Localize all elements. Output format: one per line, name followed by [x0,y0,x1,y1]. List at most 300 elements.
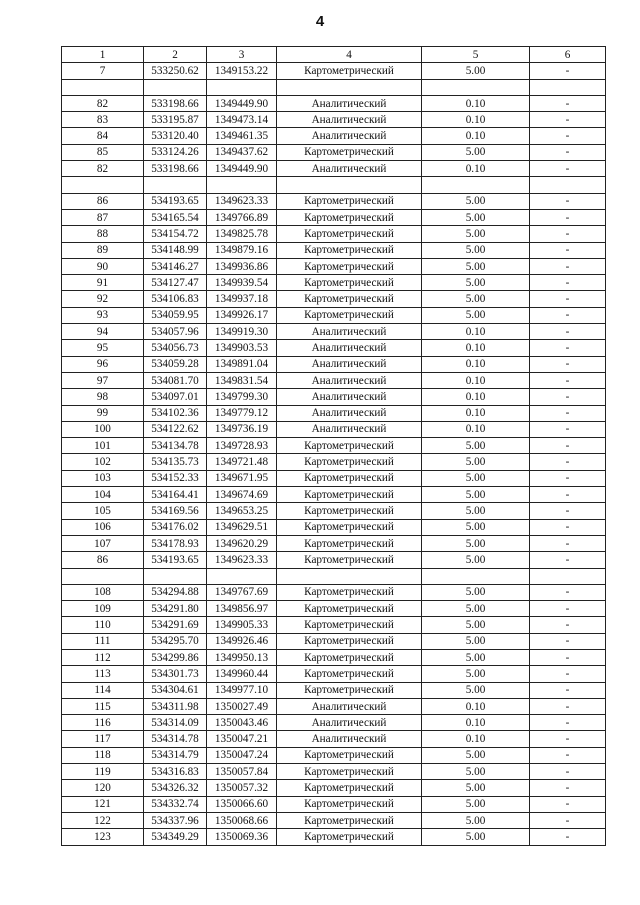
point-number-cell: 106 [62,519,144,535]
point-number-cell: 122 [62,812,144,828]
y-coordinate-cell: 1349623.33 [207,193,277,209]
method-cell: Аналитический [277,161,422,177]
table-row [62,698,606,714]
method-cell: Картометрический [277,307,422,323]
method-cell: Картометрический [277,666,422,682]
empty-cell [144,568,207,584]
note-cell: - [530,633,606,649]
x-coordinate-cell: 534178.93 [144,535,207,551]
note-cell: - [530,324,606,340]
point-number-cell: 88 [62,226,144,242]
note-cell: - [530,242,606,258]
y-coordinate-cell: 1349449.90 [207,95,277,111]
x-coordinate-cell: 533195.87 [144,112,207,128]
table-row [62,731,606,747]
point-number-cell: 84 [62,128,144,144]
x-coordinate-cell: 534301.73 [144,666,207,682]
table-row [62,584,606,600]
accuracy-cell: 0.10 [422,128,530,144]
table-row [62,438,606,454]
method-cell: Аналитический [277,128,422,144]
table-row [62,209,606,225]
x-coordinate-cell: 534148.99 [144,242,207,258]
method-cell: Картометрический [277,193,422,209]
y-coordinate-cell: 1349674.69 [207,487,277,503]
x-coordinate-cell: 534152.33 [144,470,207,486]
accuracy-cell: 0.10 [422,372,530,388]
note-cell: - [530,112,606,128]
table-row [62,519,606,535]
method-cell: Картометрический [277,601,422,617]
x-coordinate-cell: 534165.54 [144,209,207,225]
note-cell: - [530,356,606,372]
method-cell: Картометрический [277,258,422,274]
note-cell: - [530,812,606,828]
table-row [62,796,606,812]
x-coordinate-cell: 534134.78 [144,438,207,454]
y-coordinate-cell: 1349936.86 [207,258,277,274]
note-cell: - [530,829,606,845]
note-cell: - [530,258,606,274]
y-coordinate-cell: 1350027.49 [207,698,277,714]
note-cell: - [530,780,606,796]
accuracy-cell: 0.10 [422,731,530,747]
method-cell: Аналитический [277,372,422,388]
table-row [62,747,606,763]
y-coordinate-cell: 1349937.18 [207,291,277,307]
method-cell: Картометрический [277,796,422,812]
table-row [62,63,606,79]
accuracy-cell: 5.00 [422,258,530,274]
accuracy-cell: 0.10 [422,405,530,421]
note-cell: - [530,454,606,470]
note-cell: - [530,519,606,535]
table-row [62,649,606,665]
empty-cell [422,79,530,95]
accuracy-cell: 5.00 [422,519,530,535]
empty-cell [530,177,606,193]
method-cell: Картометрический [277,764,422,780]
table-row [62,161,606,177]
method-cell: Картометрический [277,275,422,291]
table-row [62,405,606,421]
point-number-cell: 102 [62,454,144,470]
y-coordinate-cell: 1350066.60 [207,796,277,812]
note-cell: - [530,63,606,79]
y-coordinate-cell: 1349799.30 [207,389,277,405]
point-number-cell: 123 [62,829,144,845]
accuracy-cell: 5.00 [422,617,530,633]
note-cell: - [530,144,606,160]
method-cell: Картометрический [277,291,422,307]
point-number-cell: 94 [62,324,144,340]
note-cell: - [530,95,606,111]
accuracy-cell: 5.00 [422,438,530,454]
point-number-cell: 98 [62,389,144,405]
note-cell: - [530,698,606,714]
method-cell: Картометрический [277,649,422,665]
x-coordinate-cell: 533250.62 [144,63,207,79]
y-coordinate-cell: 1349671.95 [207,470,277,486]
accuracy-cell: 5.00 [422,63,530,79]
accuracy-cell: 5.00 [422,584,530,600]
table-row [62,372,606,388]
table-row [62,487,606,503]
y-coordinate-cell: 1349891.04 [207,356,277,372]
point-number-cell: 107 [62,535,144,551]
point-number-cell: 111 [62,633,144,649]
y-coordinate-cell: 1350043.46 [207,715,277,731]
accuracy-cell: 5.00 [422,242,530,258]
x-coordinate-cell: 534314.09 [144,715,207,731]
method-cell: Картометрический [277,242,422,258]
separator-row [62,79,606,95]
table-row [62,421,606,437]
accuracy-cell: 5.00 [422,633,530,649]
method-cell: Аналитический [277,731,422,747]
method-cell: Аналитический [277,95,422,111]
x-coordinate-cell: 534337.96 [144,812,207,828]
note-cell: - [530,715,606,731]
table-row [62,601,606,617]
table-row [62,389,606,405]
table-row [62,193,606,209]
point-number-cell: 115 [62,698,144,714]
table-row [62,682,606,698]
coordinates-table [61,46,606,846]
note-cell: - [530,487,606,503]
table-row [62,128,606,144]
accuracy-cell: 5.00 [422,535,530,551]
table-row [62,95,606,111]
accuracy-cell: 5.00 [422,780,530,796]
note-cell: - [530,291,606,307]
x-coordinate-cell: 534314.79 [144,747,207,763]
method-cell: Аналитический [277,340,422,356]
x-coordinate-cell: 534314.78 [144,731,207,747]
note-cell: - [530,161,606,177]
method-cell: Картометрический [277,438,422,454]
point-number-cell: 116 [62,715,144,731]
x-coordinate-cell: 534164.41 [144,487,207,503]
point-number-cell: 90 [62,258,144,274]
y-coordinate-cell: 1349856.97 [207,601,277,617]
method-cell: Картометрический [277,617,422,633]
point-number-cell: 7 [62,63,144,79]
x-coordinate-cell: 534176.02 [144,519,207,535]
column-header-1: 1 [62,47,144,63]
method-cell: Картометрический [277,747,422,763]
accuracy-cell: 0.10 [422,161,530,177]
y-coordinate-cell: 1349919.30 [207,324,277,340]
accuracy-cell: 0.10 [422,112,530,128]
empty-cell [422,177,530,193]
y-coordinate-cell: 1349623.33 [207,552,277,568]
note-cell: - [530,275,606,291]
method-cell: Картометрический [277,812,422,828]
accuracy-cell: 5.00 [422,487,530,503]
empty-cell [277,177,422,193]
accuracy-cell: 5.00 [422,454,530,470]
note-cell: - [530,421,606,437]
table-row [62,764,606,780]
table-row [62,503,606,519]
y-coordinate-cell: 1349728.93 [207,438,277,454]
note-cell: - [530,340,606,356]
accuracy-cell: 5.00 [422,275,530,291]
empty-cell [530,79,606,95]
accuracy-cell: 5.00 [422,226,530,242]
accuracy-cell: 5.00 [422,552,530,568]
y-coordinate-cell: 1349449.90 [207,161,277,177]
point-number-cell: 114 [62,682,144,698]
point-number-cell: 100 [62,421,144,437]
y-coordinate-cell: 1349879.16 [207,242,277,258]
column-header-4: 4 [277,47,422,63]
table-row [62,242,606,258]
accuracy-cell: 5.00 [422,764,530,780]
point-number-cell: 95 [62,340,144,356]
x-coordinate-cell: 534316.83 [144,764,207,780]
note-cell: - [530,372,606,388]
table-body [62,63,606,845]
y-coordinate-cell: 1350047.21 [207,731,277,747]
method-cell: Картометрический [277,470,422,486]
note-cell: - [530,731,606,747]
point-number-cell: 86 [62,552,144,568]
y-coordinate-cell: 1349926.17 [207,307,277,323]
empty-cell [277,79,422,95]
x-coordinate-cell: 534059.28 [144,356,207,372]
x-coordinate-cell: 534291.80 [144,601,207,617]
point-number-cell: 82 [62,161,144,177]
column-header-3: 3 [207,47,277,63]
x-coordinate-cell: 534097.01 [144,389,207,405]
x-coordinate-cell: 534193.65 [144,193,207,209]
x-coordinate-cell: 534154.72 [144,226,207,242]
note-cell: - [530,649,606,665]
method-cell: Картометрический [277,519,422,535]
table-row [62,144,606,160]
accuracy-cell: 0.10 [422,715,530,731]
y-coordinate-cell: 1349437.62 [207,144,277,160]
point-number-cell: 105 [62,503,144,519]
empty-cell [207,177,277,193]
note-cell: - [530,405,606,421]
x-coordinate-cell: 534332.74 [144,796,207,812]
table-row [62,829,606,845]
y-coordinate-cell: 1350068.66 [207,812,277,828]
y-coordinate-cell: 1349721.48 [207,454,277,470]
point-number-cell: 113 [62,666,144,682]
y-coordinate-cell: 1349960.44 [207,666,277,682]
x-coordinate-cell: 534081.70 [144,372,207,388]
table-row [62,780,606,796]
y-coordinate-cell: 1349767.69 [207,584,277,600]
point-number-cell: 121 [62,796,144,812]
table-row [62,275,606,291]
y-coordinate-cell: 1349939.54 [207,275,277,291]
table-row [62,112,606,128]
x-coordinate-cell: 534349.29 [144,829,207,845]
note-cell: - [530,307,606,323]
empty-cell [144,79,207,95]
accuracy-cell: 5.00 [422,144,530,160]
point-number-cell: 86 [62,193,144,209]
method-cell: Картометрический [277,63,422,79]
accuracy-cell: 0.10 [422,356,530,372]
point-number-cell: 97 [62,372,144,388]
column-header-2: 2 [144,47,207,63]
table-row [62,552,606,568]
x-coordinate-cell: 533124.26 [144,144,207,160]
method-cell: Аналитический [277,715,422,731]
accuracy-cell: 5.00 [422,747,530,763]
note-cell: - [530,666,606,682]
empty-cell [422,568,530,584]
page-number: 4 [315,13,325,30]
point-number-cell: 91 [62,275,144,291]
point-number-cell: 110 [62,617,144,633]
method-cell: Картометрический [277,209,422,225]
y-coordinate-cell: 1349620.29 [207,535,277,551]
note-cell: - [530,438,606,454]
method-cell: Картометрический [277,503,422,519]
x-coordinate-cell: 534326.32 [144,780,207,796]
accuracy-cell: 0.10 [422,95,530,111]
point-number-cell: 99 [62,405,144,421]
table-row [62,340,606,356]
note-cell: - [530,682,606,698]
note-cell: - [530,209,606,225]
point-number-cell: 109 [62,601,144,617]
table-row [62,454,606,470]
x-coordinate-cell: 533198.66 [144,161,207,177]
separator-row [62,568,606,584]
point-number-cell: 92 [62,291,144,307]
x-coordinate-cell: 534304.61 [144,682,207,698]
x-coordinate-cell: 533198.66 [144,95,207,111]
x-coordinate-cell: 534127.47 [144,275,207,291]
x-coordinate-cell: 534059.95 [144,307,207,323]
x-coordinate-cell: 534146.27 [144,258,207,274]
accuracy-cell: 5.00 [422,503,530,519]
table-row [62,535,606,551]
accuracy-cell: 0.10 [422,421,530,437]
note-cell: - [530,503,606,519]
note-cell: - [530,747,606,763]
x-coordinate-cell: 534291.69 [144,617,207,633]
point-number-cell: 119 [62,764,144,780]
x-coordinate-cell: 534169.56 [144,503,207,519]
method-cell: Аналитический [277,421,422,437]
x-coordinate-cell: 534106.83 [144,291,207,307]
table-row [62,617,606,633]
point-number-cell: 93 [62,307,144,323]
point-number-cell: 118 [62,747,144,763]
table-row [62,633,606,649]
method-cell: Картометрический [277,226,422,242]
table-row [62,470,606,486]
point-number-cell: 89 [62,242,144,258]
y-coordinate-cell: 1350047.24 [207,747,277,763]
note-cell: - [530,128,606,144]
y-coordinate-cell: 1350057.32 [207,780,277,796]
y-coordinate-cell: 1350057.84 [207,764,277,780]
y-coordinate-cell: 1349977.10 [207,682,277,698]
method-cell: Аналитический [277,356,422,372]
accuracy-cell: 5.00 [422,291,530,307]
accuracy-cell: 5.00 [422,193,530,209]
note-cell: - [530,601,606,617]
table-row [62,356,606,372]
method-cell: Аналитический [277,405,422,421]
accuracy-cell: 5.00 [422,470,530,486]
method-cell: Картометрический [277,829,422,845]
point-number-cell: 85 [62,144,144,160]
method-cell: Картометрический [277,682,422,698]
y-coordinate-cell: 1349736.19 [207,421,277,437]
method-cell: Картометрический [277,780,422,796]
note-cell: - [530,552,606,568]
accuracy-cell: 5.00 [422,307,530,323]
method-cell: Картометрический [277,633,422,649]
method-cell: Аналитический [277,112,422,128]
point-number-cell: 101 [62,438,144,454]
empty-cell [62,177,144,193]
table-row [62,666,606,682]
point-number-cell: 83 [62,112,144,128]
table-row [62,715,606,731]
empty-cell [207,79,277,95]
point-number-cell: 82 [62,95,144,111]
accuracy-cell: 5.00 [422,829,530,845]
y-coordinate-cell: 1349461.35 [207,128,277,144]
method-cell: Картометрический [277,454,422,470]
y-coordinate-cell: 1349629.51 [207,519,277,535]
note-cell: - [530,617,606,633]
x-coordinate-cell: 534294.88 [144,584,207,600]
y-coordinate-cell: 1349653.25 [207,503,277,519]
x-coordinate-cell: 534295.70 [144,633,207,649]
x-coordinate-cell: 534057.96 [144,324,207,340]
point-number-cell: 120 [62,780,144,796]
accuracy-cell: 0.10 [422,698,530,714]
column-header-5: 5 [422,47,530,63]
method-cell: Картометрический [277,584,422,600]
x-coordinate-cell: 533120.40 [144,128,207,144]
x-coordinate-cell: 534102.36 [144,405,207,421]
y-coordinate-cell: 1349831.54 [207,372,277,388]
accuracy-cell: 0.10 [422,324,530,340]
accuracy-cell: 5.00 [422,649,530,665]
empty-cell [144,177,207,193]
method-cell: Аналитический [277,389,422,405]
method-cell: Картометрический [277,144,422,160]
column-header-6: 6 [530,47,606,63]
point-number-cell: 117 [62,731,144,747]
x-coordinate-cell: 534299.86 [144,649,207,665]
y-coordinate-cell: 1349905.33 [207,617,277,633]
empty-cell [277,568,422,584]
point-number-cell: 103 [62,470,144,486]
y-coordinate-cell: 1349473.14 [207,112,277,128]
method-cell: Аналитический [277,324,422,340]
note-cell: - [530,193,606,209]
x-coordinate-cell: 534122.62 [144,421,207,437]
method-cell: Картометрический [277,535,422,551]
point-number-cell: 112 [62,649,144,665]
